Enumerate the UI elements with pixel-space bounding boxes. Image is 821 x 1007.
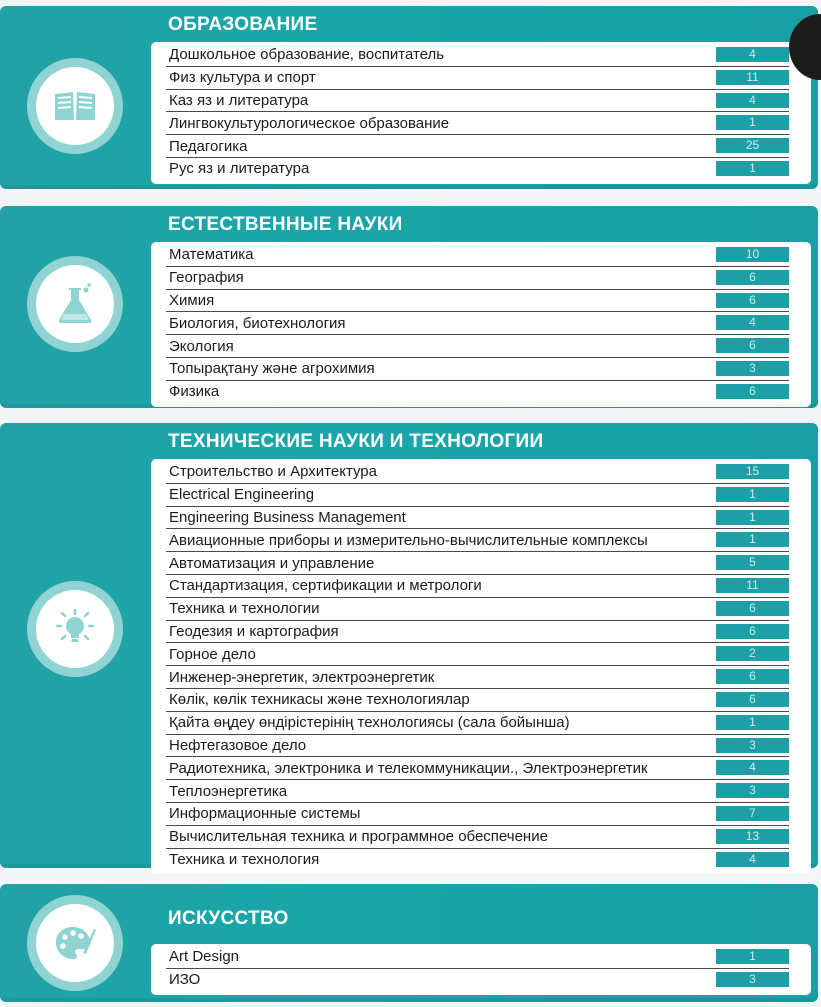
item-label: Топырақтану және агрохимия xyxy=(169,360,375,378)
section-list xyxy=(151,42,811,184)
item-label: Информационные системы xyxy=(169,805,361,823)
item-count: 1 xyxy=(716,949,789,964)
list-item xyxy=(166,290,789,313)
item-count: 6 xyxy=(716,624,789,639)
item-count: 1 xyxy=(716,510,789,525)
list-item xyxy=(166,621,789,644)
item-label: Көлік, көлік техникасы және технологиялар xyxy=(169,691,470,709)
item-label: Рус яз и литература xyxy=(169,160,310,178)
list-item xyxy=(166,484,789,507)
item-label: Art Design xyxy=(169,948,240,966)
list-item xyxy=(166,735,789,758)
item-label: Физика xyxy=(169,383,220,401)
item-label: Авиационные приборы и измерительно-вычислительные комплексы xyxy=(169,531,648,549)
lightbulb-icon xyxy=(53,607,97,651)
section-education xyxy=(0,6,818,189)
list-item xyxy=(166,969,789,991)
item-count: 7 xyxy=(716,806,789,821)
list-item xyxy=(166,244,789,267)
section-list xyxy=(151,944,811,995)
item-label: Техника и технологии xyxy=(169,600,320,618)
item-count: 11 xyxy=(716,70,789,85)
list-item xyxy=(166,666,789,689)
list-item xyxy=(166,312,789,335)
item-label: Қайта өңдеу өндірістерінің технологиясы (сала бойынша) xyxy=(169,714,570,732)
list-item xyxy=(166,135,789,158)
section-title: ОБРАЗОВАНИЕ xyxy=(168,14,318,35)
section-list xyxy=(151,242,811,407)
list-item xyxy=(166,689,789,712)
list-item xyxy=(166,849,789,871)
item-count: 6 xyxy=(716,384,789,399)
item-count: 11 xyxy=(716,578,789,593)
list-item xyxy=(166,358,789,381)
item-label: Стандартизация, сертификации и метрологи xyxy=(169,577,482,595)
list-item xyxy=(166,643,789,666)
item-label: Вычислительная техника и программное обеспечение xyxy=(169,828,548,846)
flask-icon xyxy=(55,282,95,326)
item-count: 1 xyxy=(716,532,789,547)
section-icon xyxy=(27,581,123,677)
item-count: 15 xyxy=(716,464,789,479)
item-count: 6 xyxy=(716,293,789,308)
list-item xyxy=(166,112,789,135)
item-label: Автоматизация и управление xyxy=(169,554,375,572)
item-count: 5 xyxy=(716,555,789,570)
item-count: 25 xyxy=(716,138,789,153)
section-natural-sciences xyxy=(0,206,818,408)
item-count: 4 xyxy=(716,47,789,62)
item-label: Лингвокультурологическое образование xyxy=(169,114,450,132)
item-count: 6 xyxy=(716,692,789,707)
list-item xyxy=(166,803,789,826)
list-item xyxy=(166,44,789,67)
section-icon xyxy=(27,256,123,352)
list-item xyxy=(166,712,789,735)
item-count: 6 xyxy=(716,270,789,285)
book-icon xyxy=(53,89,97,123)
list-item xyxy=(166,90,789,113)
item-label: Биология, биотехнология xyxy=(169,314,346,332)
section-title: ЕСТЕСТВЕННЫЕ НАУКИ xyxy=(168,214,403,235)
list-item xyxy=(166,529,789,552)
item-label: Экология xyxy=(169,337,234,355)
section-title: ТЕХНИЧЕСКИЕ НАУКИ И ТЕХНОЛОГИИ xyxy=(168,431,544,452)
item-label: Дошкольное образование, воспитатель xyxy=(169,46,445,64)
item-count: 1 xyxy=(716,161,789,176)
list-item xyxy=(166,780,789,803)
item-label: Математика xyxy=(169,246,254,264)
item-label: Engineering Business Management xyxy=(169,508,406,526)
item-label: Педагогика xyxy=(169,137,248,155)
section-title: ИСКУССТВО xyxy=(168,908,289,929)
item-label: Теплоэнергетика xyxy=(169,782,288,800)
list-item xyxy=(166,461,789,484)
section-list xyxy=(151,459,811,874)
item-count: 1 xyxy=(716,487,789,502)
item-count: 3 xyxy=(716,361,789,376)
list-item xyxy=(166,946,789,969)
item-count: 1 xyxy=(716,115,789,130)
palette-icon xyxy=(53,923,97,963)
item-label: Инженер-энергетик, электроэнергетик xyxy=(169,668,435,686)
item-label: Горное дело xyxy=(169,645,256,663)
item-label: Electrical Engineering xyxy=(169,486,315,504)
item-count: 3 xyxy=(716,972,789,987)
item-label: Нефтегазовое дело xyxy=(169,736,307,754)
list-item xyxy=(166,158,789,180)
item-count: 6 xyxy=(716,601,789,616)
list-item xyxy=(166,826,789,849)
item-count: 2 xyxy=(716,646,789,661)
item-count: 13 xyxy=(716,829,789,844)
item-label: География xyxy=(169,269,244,287)
list-item xyxy=(166,598,789,621)
item-count: 4 xyxy=(716,760,789,775)
item-count: 3 xyxy=(716,738,789,753)
list-item xyxy=(166,507,789,530)
list-item xyxy=(166,67,789,90)
item-count: 1 xyxy=(716,715,789,730)
section-icon xyxy=(27,895,123,991)
item-label: Физ культура и спорт xyxy=(169,69,316,87)
item-label: Химия xyxy=(169,291,215,309)
item-label: ИЗО xyxy=(169,971,201,989)
item-label: Каз яз и литература xyxy=(169,91,309,109)
item-label: Техника и технология xyxy=(169,850,320,868)
item-count: 3 xyxy=(716,783,789,798)
list-item xyxy=(166,552,789,575)
item-count: 4 xyxy=(716,852,789,867)
item-label: Строительство и Архитектура xyxy=(169,463,377,481)
item-count: 10 xyxy=(716,247,789,262)
section-technical-sciences xyxy=(0,423,818,868)
list-item xyxy=(166,381,789,403)
item-count: 6 xyxy=(716,338,789,353)
list-item xyxy=(166,757,789,780)
section-art xyxy=(0,884,818,1002)
item-label: Радиотехника, электроника и телекоммуникации., Электроэнергетик xyxy=(169,759,648,777)
list-item xyxy=(166,267,789,290)
list-item xyxy=(166,575,789,598)
list-item xyxy=(166,335,789,358)
item-count: 6 xyxy=(716,669,789,684)
section-icon xyxy=(27,58,123,154)
item-count: 4 xyxy=(716,93,789,108)
item-label: Геодезия и картография xyxy=(169,622,339,640)
item-count: 4 xyxy=(716,315,789,330)
